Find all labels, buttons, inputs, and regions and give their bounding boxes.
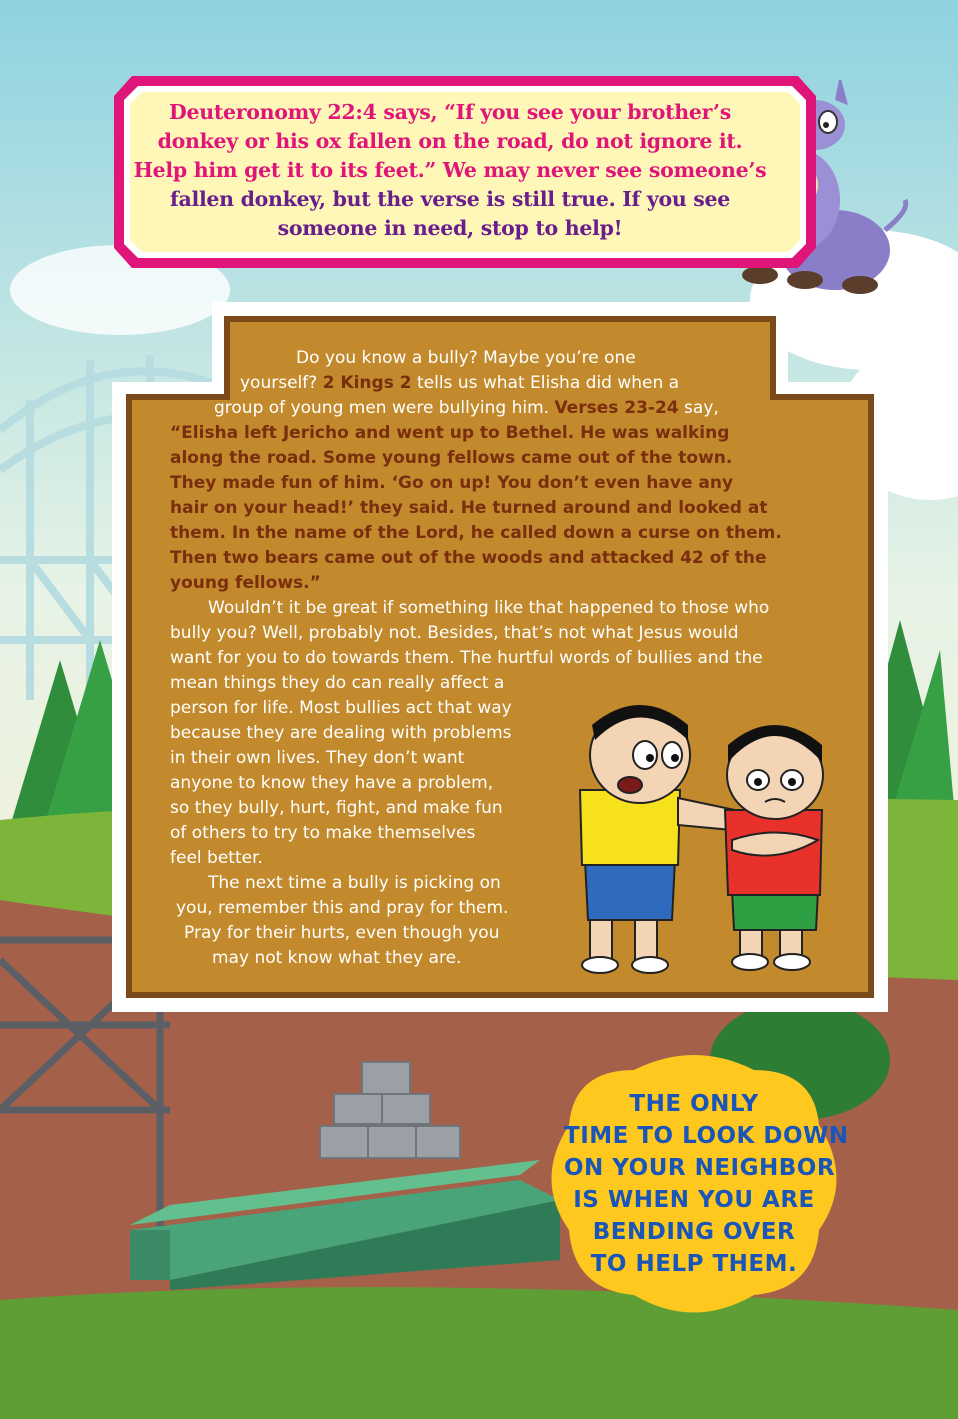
verse-line: donkey or his ox fallen on the road, do not ignore it. xyxy=(157,129,743,153)
story-text-run: yourself? xyxy=(240,373,323,393)
bubble-line: TIME TO LOOK DOWN xyxy=(564,1123,849,1149)
story-line: feel better. xyxy=(170,848,263,868)
proverb-bubble-text xyxy=(564,1088,849,1280)
verse-line: someone in need, stop to help! xyxy=(277,216,623,240)
quote-line: Then two bears came out of the woods and attacked 42 of the xyxy=(170,548,767,568)
story-line: because they are dealing with problems xyxy=(170,723,512,743)
scripture-reference: 2 Kings 2 xyxy=(322,373,412,393)
quote-line: They made fun of him. ‘Go on up! You don’t even have any xyxy=(170,473,734,493)
story-line: Pray for their hurts, even though you xyxy=(184,923,500,943)
bubble-line: THE ONLY xyxy=(629,1091,759,1117)
story-line: in their own lives. They don’t want xyxy=(170,748,465,768)
scripture-reference: Verses 23-24 xyxy=(554,398,679,418)
verse-line: Help him get it to its feet.” We may never see someone’s xyxy=(133,158,767,182)
bubble-line: TO HELP THEM. xyxy=(590,1251,798,1277)
bubble-line: IS WHEN YOU ARE xyxy=(573,1187,815,1213)
story-line: so they bully, hurt, fight, and make fun xyxy=(170,798,503,818)
story-line: Do you know a bully? Maybe you’re one xyxy=(296,348,636,368)
verse-line: fallen donkey, but the verse is still true. If you see xyxy=(169,187,731,211)
bubble-line: ON YOUR NEIGHBOR xyxy=(564,1155,836,1181)
quote-line: along the road. Some young fellows came out of the town. xyxy=(170,448,733,468)
story-line: mean things they do can really affect a xyxy=(170,673,505,693)
story-text-run: tells us what Elisha did when a xyxy=(411,373,680,393)
quote-line: young fellows.” xyxy=(170,573,321,593)
story-line xyxy=(170,371,838,396)
story-line: bully you? Well, probably not. Besides, that’s not what Jesus would xyxy=(170,623,739,643)
story-text-run: group of young men were bullying him. xyxy=(214,398,555,418)
quote-line: hair on your head!’ they said. He turned around and looked at xyxy=(170,498,768,518)
bully-kids-illustration xyxy=(560,700,830,975)
story-line: you, remember this and pray for them. xyxy=(176,898,509,918)
story-line: anyone to know they have a problem, xyxy=(170,773,494,793)
verse-line: Deuteronomy 22:4 says, “If you see your brother’s xyxy=(169,100,731,124)
bubble-line: BENDING OVER xyxy=(592,1219,796,1245)
story-line: want for you to do towards them. The hurtful words of bullies and the xyxy=(170,648,763,668)
story-line: of others to try to make themselves xyxy=(170,823,476,843)
story-line: Wouldn’t it be great if something like that happened to those who xyxy=(208,598,770,618)
story-line: person for life. Most bullies act that way xyxy=(170,698,512,718)
story-line: The next time a bully is picking on xyxy=(208,873,501,893)
boy-yellow-shirt xyxy=(580,705,735,973)
proverb-bubble xyxy=(544,1050,849,1320)
story-line: may not know what they are. xyxy=(212,948,462,968)
boy-red-shirt xyxy=(725,725,823,970)
story-text-run: say, xyxy=(678,398,719,418)
quote-line: them. In the name of the Lord, he called down a curse on them. xyxy=(170,523,782,543)
verse-callout xyxy=(112,74,818,270)
story-line xyxy=(170,396,838,421)
verse-callout-text xyxy=(130,98,770,243)
quote-line: “Elisha left Jericho and went up to Bethel. He was walking xyxy=(170,423,730,443)
